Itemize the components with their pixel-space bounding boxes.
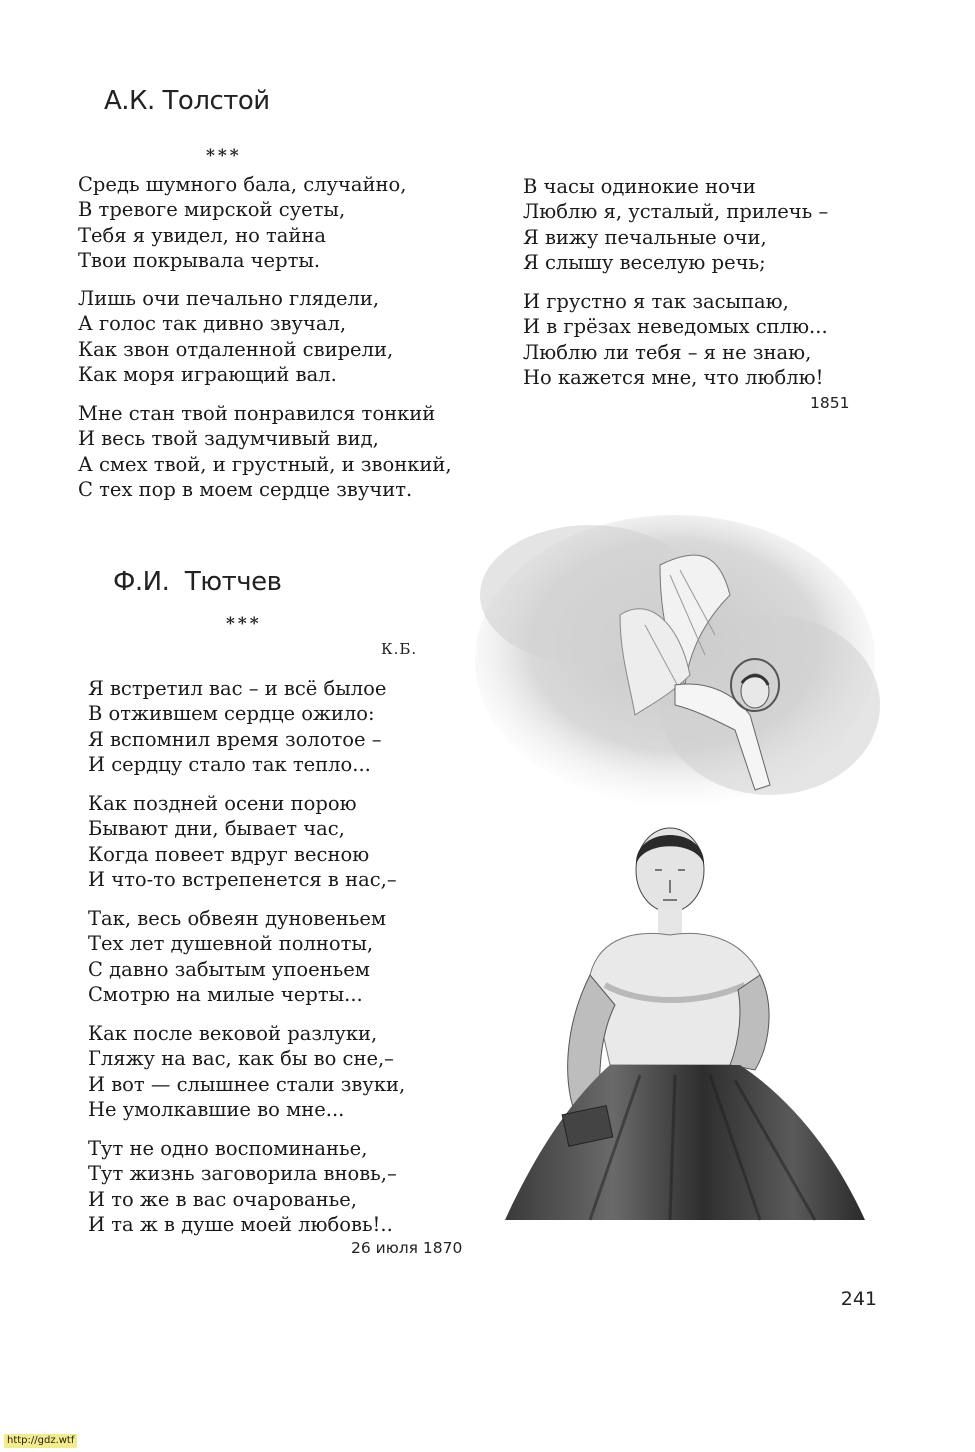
tolstoy-stanza-4 xyxy=(523,174,828,275)
poem-line: Твои покрывала черты. xyxy=(78,248,321,272)
tolstoy-stanza-3 xyxy=(78,401,452,502)
tolstoy-stanza-2 xyxy=(78,286,393,387)
poem-line: С тех пор в моем сердце звучит. xyxy=(78,477,413,501)
poem-line: Я слышу веселую речь; xyxy=(523,250,766,274)
poem-line: Люблю я, усталый, прилечь – xyxy=(523,200,829,224)
tyutchev-stanza-1 xyxy=(88,676,386,777)
poem-line: Гляжу на вас, как бы во сне,– xyxy=(88,1047,394,1071)
poem-line: И та ж в душе моей любовь!.. xyxy=(88,1212,393,1236)
watermark-link[interactable]: http://gdz.wtf xyxy=(4,1434,77,1448)
poem-line: Лишь очи печально глядели, xyxy=(78,287,380,310)
tyutchev-stanza-3 xyxy=(88,906,386,1007)
poem-line: Я встретил вас – и всё былое xyxy=(88,677,387,700)
poem-line: Я вижу печальные очи, xyxy=(523,225,767,249)
tolstoy-stanza-5 xyxy=(523,289,828,390)
poem-line: С давно забытым упоеньем xyxy=(88,957,370,981)
poem-line: Люблю ли тебя – я не знаю, xyxy=(523,340,812,364)
tolstoy-stanza-1 xyxy=(78,172,406,273)
poem-line: В отжившем сердце ожило: xyxy=(88,702,375,726)
poem-line: Тебя я увидел, но тайна xyxy=(78,223,327,247)
poem-date-tyutchev: 26 июля 1870 xyxy=(351,1239,463,1257)
poem-date-tolstoy: 1851 xyxy=(810,394,850,412)
poem-line: Бывают дни, бывает час, xyxy=(88,817,345,841)
poem-line: Как поздней осени порою xyxy=(88,792,357,815)
poem-line: В часы одинокие ночи xyxy=(523,175,756,198)
tyutchev-stanza-2 xyxy=(88,791,397,892)
author-tyutchev: Ф.И. Тютчев xyxy=(113,567,282,597)
poem-line: А смех твой, и грустный, и звонкий, xyxy=(78,452,452,476)
poem-line: И вот — слышнее стали звуки, xyxy=(88,1072,406,1096)
poem-line: Тех лет душевной полноты, xyxy=(88,932,374,956)
poem-line: Не умолкавшие во мне... xyxy=(88,1097,345,1121)
stars-separator-tyutchev: *** xyxy=(226,614,262,634)
poem-line: А голос так дивно звучал, xyxy=(78,312,347,336)
poem-line: Средь шумного бала, случайно, xyxy=(78,173,407,196)
portrait-skirt xyxy=(505,1065,865,1220)
poem-line: Но кажется мне, что люблю! xyxy=(523,365,824,389)
poem-line: И весь твой задумчивый вид, xyxy=(78,427,379,451)
poem-line: Мне стан твой понравился тонкий xyxy=(78,402,436,425)
poem-line: И что-то встрепенется в нас,– xyxy=(88,867,397,891)
poem-line: В тревоге мирской суеты, xyxy=(78,198,346,222)
poem-line: Тут жизнь заговорила вновь,– xyxy=(88,1162,397,1186)
poem-line: Так, весь обвеян дуновеньем xyxy=(88,907,387,930)
tyutchev-stanza-4 xyxy=(88,1021,405,1122)
stars-separator-tolstoy: *** xyxy=(206,146,242,166)
poem-line: И сердцу стало так тепло... xyxy=(88,752,371,776)
angel-and-portrait-illustration xyxy=(470,505,880,1230)
poem-line: Как после вековой разлуки, xyxy=(88,1022,378,1045)
poem-line: Когда повеет вдруг весною xyxy=(88,842,370,866)
poem-line: Как звон отдаленной свирели, xyxy=(78,337,394,361)
author-tolstoy: А.К. Толстой xyxy=(104,86,270,116)
poem-line: И то же в вас очарованье, xyxy=(88,1187,357,1211)
page-number: 241 xyxy=(840,1288,877,1310)
dedication: К.Б. xyxy=(381,640,418,658)
poem-line: Я вспомнил время золотое – xyxy=(88,727,382,751)
poem-line: Как моря играющий вал. xyxy=(78,362,337,386)
portrait-neck xyxy=(658,907,682,935)
poem-line: И грустно я так засыпаю, xyxy=(523,290,789,313)
poem-line: Тут не одно воспоминанье, xyxy=(88,1137,368,1160)
poem-line: Смотрю на милые черты... xyxy=(88,982,363,1006)
tyutchev-stanza-5 xyxy=(88,1136,397,1237)
poem-line: И в грёзах неведомых сплю... xyxy=(523,315,828,339)
